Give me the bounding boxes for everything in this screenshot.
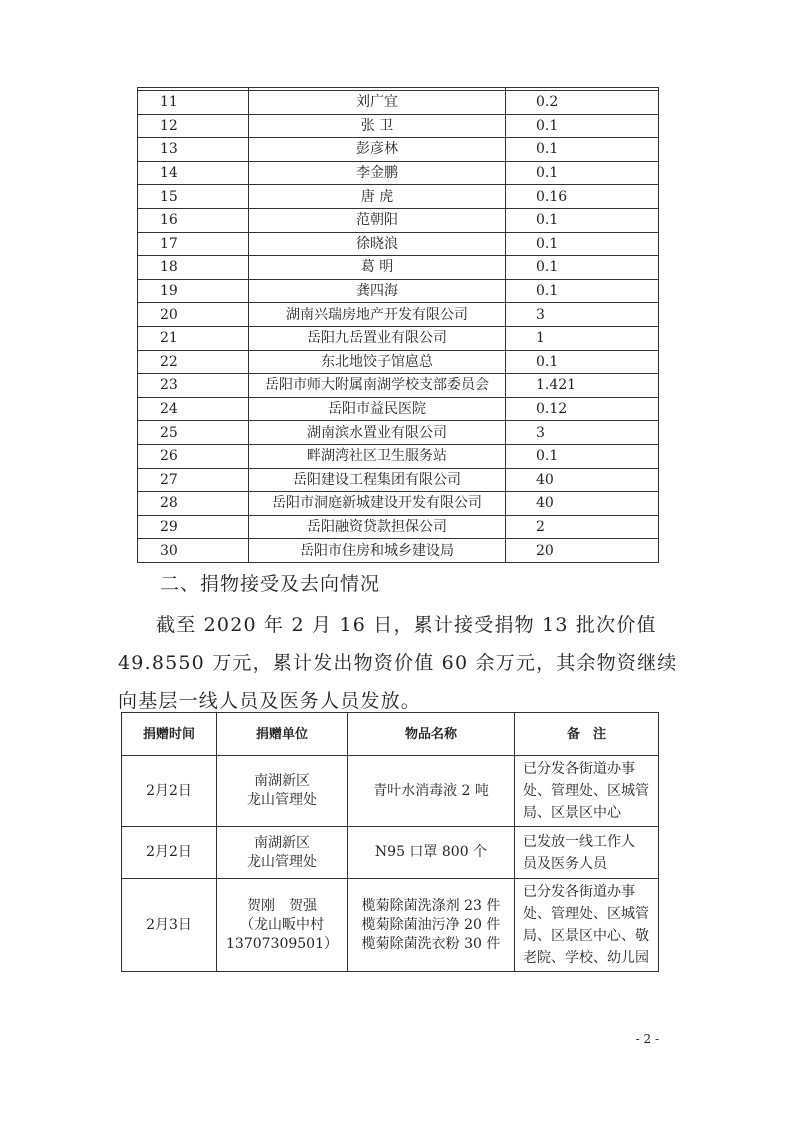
row-number: 20 (138, 303, 249, 327)
donation-amount: 3 (506, 421, 659, 445)
donation-amount: 0.1 (506, 208, 659, 232)
remark-note-line: 已分发各街道办事 (523, 761, 635, 777)
donor-unit (217, 827, 348, 879)
row-number: 13 (138, 138, 249, 162)
table-row (138, 326, 659, 350)
row-number: 16 (138, 208, 249, 232)
row-number: 17 (138, 232, 249, 256)
table-row (138, 468, 659, 492)
donation-amount: 40 (506, 492, 659, 516)
donor-name: 李金鹏 (249, 161, 506, 185)
donor-unit-line: （龙山畈中村 (240, 916, 324, 933)
table-row (122, 756, 659, 827)
donation-amount: 1.421 (506, 374, 659, 398)
section-heading: 二、捐物接受及去向情况 (160, 573, 381, 595)
donor-unit (217, 879, 348, 972)
donor-name: 湖南兴瑞房地产开发有限公司 (249, 303, 506, 327)
remark-note-line: 已发放一线工作人 (523, 833, 635, 850)
donation-date: 2月3日 (122, 879, 217, 972)
donor-unit-line: 龙山管理处 (247, 792, 317, 808)
donation-date: 2月2日 (122, 756, 217, 827)
remark-note (515, 756, 659, 827)
item-name-line: 青叶水消毒液 2 吨 (373, 782, 489, 799)
row-number: 11 (138, 91, 249, 115)
donor-name: 范朝阳 (249, 208, 506, 232)
remark-note-line: 已分发各街道办事 (523, 884, 635, 900)
donor-name: 东北地饺子馆扈总 (249, 350, 506, 374)
donation-amount: 0.12 (506, 397, 659, 421)
row-number: 12 (138, 114, 249, 138)
table-row (138, 350, 659, 374)
remark-note (515, 827, 659, 879)
remark-note-line: 局、区景区中心 (523, 805, 621, 821)
donation-amount: 0.16 (506, 185, 659, 209)
donation-date: 2月2日 (122, 827, 217, 879)
donor-name: 岳阳建设工程集团有限公司 (249, 468, 506, 492)
table-row (138, 515, 659, 539)
table-row (122, 827, 659, 879)
header-remark: 备 注 (515, 713, 659, 756)
donor-unit-line: 龙山管理处 (247, 853, 317, 870)
header-unit: 捐赠单位 (217, 713, 348, 756)
remark-note-line: 处、管理处、区城管 (523, 906, 649, 922)
row-number: 28 (138, 492, 249, 516)
item-name-line: 榄菊除菌洗涤剂 23 件 (361, 897, 501, 914)
table-row (138, 114, 659, 138)
donor-table (137, 87, 659, 563)
row-number: 19 (138, 279, 249, 303)
header-time: 捐赠时间 (122, 713, 217, 756)
remark-note-line: 老院、学校、幼儿园 (523, 950, 649, 966)
item-name (348, 879, 515, 972)
header-item: 物品名称 (348, 713, 515, 756)
donation-amount: 0.1 (506, 114, 659, 138)
table-row (138, 91, 659, 115)
donation-amount: 0.1 (506, 444, 659, 468)
row-number: 18 (138, 256, 249, 280)
row-number: 27 (138, 468, 249, 492)
donation-amount: 20 (506, 539, 659, 563)
row-number: 23 (138, 374, 249, 398)
donor-name: 刘广宜 (249, 91, 506, 115)
table-row (138, 303, 659, 327)
donor-name: 徐晓浪 (249, 232, 506, 256)
table-row (138, 279, 659, 303)
table-row (138, 138, 659, 162)
donor-unit-line: 贺刚 贺强 (247, 897, 317, 914)
donor-unit (217, 756, 348, 827)
remark-note-line: 员及医务人员 (523, 855, 607, 872)
item-name-line: N95 口罩 800 个 (374, 844, 488, 860)
remark-note-line: 处、管理处、区城管 (523, 783, 649, 799)
remark-note (515, 879, 659, 972)
table-row (138, 397, 659, 421)
donation-amount: 1 (506, 326, 659, 350)
donor-name: 岳阳融资贷款担保公司 (249, 515, 506, 539)
donor-name: 畔湖湾社区卫生服务站 (249, 444, 506, 468)
table-row (138, 539, 659, 563)
table-row (122, 879, 659, 972)
table-row (138, 208, 659, 232)
item-name-line: 榄菊除菌油污净 20 件 (361, 916, 501, 933)
donation-amount: 0.1 (506, 279, 659, 303)
row-number: 30 (138, 539, 249, 563)
donation-amount: 0.1 (506, 232, 659, 256)
donor-name: 唐 虎 (249, 185, 506, 209)
donor-unit-line: 南湖新区 (254, 834, 310, 851)
donor-name: 张 卫 (249, 114, 506, 138)
donor-unit-line: 南湖新区 (254, 773, 310, 789)
donor-name: 葛 明 (249, 256, 506, 280)
row-number: 26 (138, 444, 249, 468)
table-row (138, 444, 659, 468)
donor-unit-line: 13707309501） (226, 935, 338, 952)
item-name-line: 榄菊除菌洗衣粉 30 件 (361, 935, 501, 952)
row-number: 29 (138, 515, 249, 539)
donor-name: 岳阳市住房和城乡建设局 (249, 539, 506, 563)
page-number: - 2 - (635, 1032, 659, 1046)
table-row (138, 232, 659, 256)
table-row (138, 256, 659, 280)
table-row (138, 421, 659, 445)
donor-name: 龚四海 (249, 279, 506, 303)
table-row (138, 185, 659, 209)
donor-name: 岳阳九岳置业有限公司 (249, 326, 506, 350)
section-paragraph: 截至 2020 年 2 月 16 日，累计接受捐物 13 批次价值 49.8550 万元，累计发出物资价值 60 余万元，其余物资继续向基层一线人员及医务人员发放。 (118, 614, 678, 712)
donor-name: 湖南滨水置业有限公司 (249, 421, 506, 445)
donation-amount: 0.2 (506, 91, 659, 115)
donation-amount: 0.1 (506, 256, 659, 280)
donation-amount: 0.1 (506, 350, 659, 374)
row-number: 24 (138, 397, 249, 421)
donation-amount: 2 (506, 515, 659, 539)
row-number: 25 (138, 421, 249, 445)
donation-amount: 0.1 (506, 138, 659, 162)
row-number: 15 (138, 185, 249, 209)
donor-name: 岳阳市师大附属南湖学校支部委员会 (249, 374, 506, 398)
table-row (138, 161, 659, 185)
row-number: 22 (138, 350, 249, 374)
donation-amount: 40 (506, 468, 659, 492)
item-name (348, 756, 515, 827)
donation-amount: 0.1 (506, 161, 659, 185)
donor-name: 岳阳市洞庭新城建设开发有限公司 (249, 492, 506, 516)
row-number: 21 (138, 326, 249, 350)
donor-name: 彭彦林 (249, 138, 506, 162)
row-number: 14 (138, 161, 249, 185)
goods-table (121, 712, 659, 972)
table-row (138, 374, 659, 398)
item-name (348, 827, 515, 879)
table-header-row (122, 713, 659, 756)
table-row (138, 492, 659, 516)
remark-note-line: 局、区景区中心、敬 (523, 928, 649, 944)
donor-name: 岳阳市益民医院 (249, 397, 506, 421)
donation-amount: 3 (506, 303, 659, 327)
